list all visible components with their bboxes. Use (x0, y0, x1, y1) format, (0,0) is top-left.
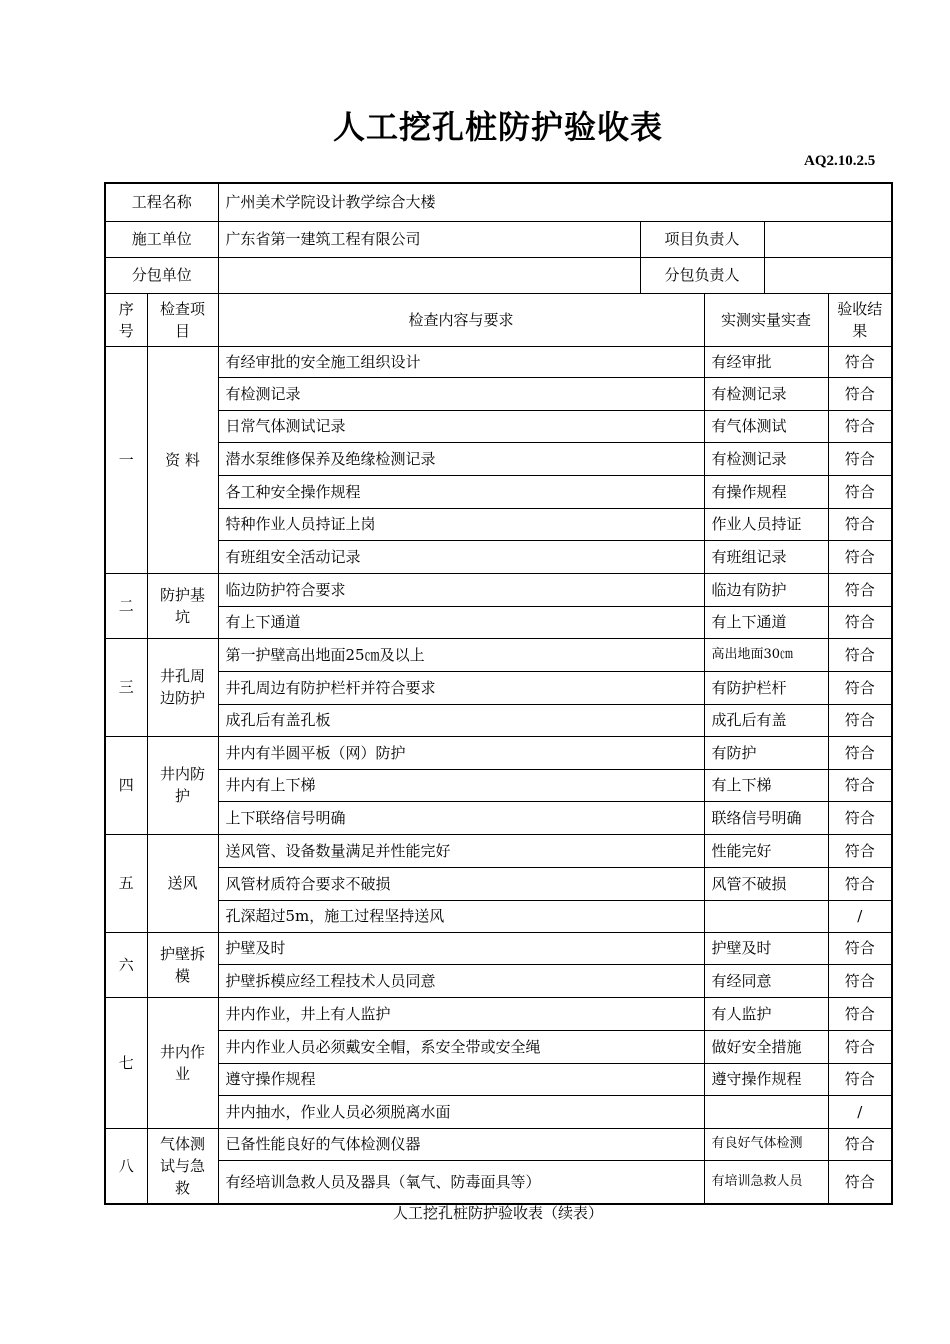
content-cell: 日常气体测试记录 (218, 410, 704, 442)
section-seq: 六 (105, 932, 147, 997)
measure-cell: 做好安全措施 (704, 1030, 828, 1063)
content-cell: 护壁拆模应经工程技术人员同意 (218, 964, 704, 997)
sub-value (218, 257, 640, 293)
measure-cell: 有检测记录 (704, 442, 828, 475)
table-row (105, 1095, 892, 1128)
result-cell: 符合 (828, 475, 892, 508)
measure-cell: 有气体测试 (704, 410, 828, 442)
inspection-table (104, 182, 893, 1205)
section-item: 送风 (147, 834, 218, 932)
subcontractor-row (105, 257, 892, 293)
table-row (105, 346, 892, 377)
measure-cell: 有培训急救人员 (704, 1160, 828, 1204)
col-seq: 序号 (105, 293, 147, 346)
result-cell: 符合 (828, 867, 892, 900)
sub-pm-label: 分包负责人 (640, 257, 764, 293)
col-item: 检查项目 (147, 293, 218, 346)
sub-pm-value (764, 257, 892, 293)
measure-cell: 有检测记录 (704, 377, 828, 410)
content-cell: 特种作业人员持证上岗 (218, 508, 704, 540)
section-item: 护壁拆模 (147, 932, 218, 997)
result-cell: 符合 (828, 573, 892, 606)
result-cell: 符合 (828, 736, 892, 769)
table-row (105, 736, 892, 769)
result-cell: 符合 (828, 704, 892, 736)
table-row (105, 508, 892, 540)
measure-cell: 有良好气体检测 (704, 1128, 828, 1160)
result-cell: 符合 (828, 540, 892, 573)
section-seq: 三 (105, 638, 147, 736)
table-row (105, 997, 892, 1030)
measure-cell: 有经同意 (704, 964, 828, 997)
section-item: 资 料 (147, 346, 218, 573)
table-row (105, 475, 892, 508)
content-cell: 有经培训急救人员及器具（氧气、防毒面具等） (218, 1160, 704, 1204)
measure-cell: 性能完好 (704, 834, 828, 867)
result-cell: 符合 (828, 377, 892, 410)
table-row (105, 1030, 892, 1063)
content-cell: 风管材质符合要求不破损 (218, 867, 704, 900)
content-cell: 井内有半圆平板（网）防护 (218, 736, 704, 769)
measure-cell: 风管不破损 (704, 867, 828, 900)
content-cell: 第一护壁高出地面25㎝及以上 (218, 638, 704, 671)
measure-cell: 作业人员持证 (704, 508, 828, 540)
section-seq: 七 (105, 997, 147, 1128)
section-item: 气体测试与急救 (147, 1128, 218, 1204)
result-cell: / (828, 900, 892, 932)
table-row (105, 801, 892, 834)
content-cell: 井内有上下梯 (218, 769, 704, 801)
measure-cell: 临边有防护 (704, 573, 828, 606)
pm-value (764, 221, 892, 257)
measure-cell: 遵守操作规程 (704, 1063, 828, 1095)
form-code: AQ2.10.2.5 (804, 153, 876, 169)
measure-cell: 有人监护 (704, 997, 828, 1030)
result-cell: 符合 (828, 769, 892, 801)
result-cell: 符合 (828, 1063, 892, 1095)
content-cell: 井内作业人员必须戴安全帽，系安全带或安全绳 (218, 1030, 704, 1063)
section-seq: 二 (105, 573, 147, 638)
content-cell: 潜水泵维修保养及绝缘检测记录 (218, 442, 704, 475)
col-content: 检查内容与要求 (218, 293, 704, 346)
table-row (105, 573, 892, 606)
result-cell: 符合 (828, 932, 892, 964)
section-seq: 五 (105, 834, 147, 932)
result-cell: 符合 (828, 410, 892, 442)
measure-cell: 成孔后有盖 (704, 704, 828, 736)
col-result: 验收结果 (828, 293, 892, 346)
sub-label: 分包单位 (105, 257, 218, 293)
result-cell: 符合 (828, 606, 892, 638)
result-cell: 符合 (828, 638, 892, 671)
measure-cell: 高出地面30㎝ (704, 638, 828, 671)
content-cell: 护壁及时 (218, 932, 704, 964)
section-seq: 一 (105, 346, 147, 573)
content-cell: 井孔周边有防护栏杆并符合要求 (218, 671, 704, 704)
measure-cell: 有上下通道 (704, 606, 828, 638)
table-row (105, 964, 892, 997)
measure-cell: 联络信号明确 (704, 801, 828, 834)
measure-cell (704, 900, 828, 932)
table-row (105, 410, 892, 442)
table-row (105, 671, 892, 704)
section-item: 井孔周边防护 (147, 638, 218, 736)
content-cell: 已备性能良好的气体检测仪器 (218, 1128, 704, 1160)
measure-cell: 护壁及时 (704, 932, 828, 964)
project-label: 工程名称 (105, 183, 218, 221)
result-cell: 符合 (828, 508, 892, 540)
table-row (105, 1128, 892, 1160)
result-cell: 符合 (828, 1128, 892, 1160)
content-cell: 临边防护符合要求 (218, 573, 704, 606)
measure-cell: 有经审批 (704, 346, 828, 377)
page-title: 人工挖孔桩防护验收表 (332, 108, 663, 146)
result-cell: 符合 (828, 671, 892, 704)
result-cell: 符合 (828, 801, 892, 834)
measure-cell: 有防护 (704, 736, 828, 769)
content-cell: 上下联络信号明确 (218, 801, 704, 834)
result-cell: / (828, 1095, 892, 1128)
table-row (105, 704, 892, 736)
content-cell: 遵守操作规程 (218, 1063, 704, 1095)
table-row (105, 638, 892, 671)
table-row (105, 377, 892, 410)
measure-cell (704, 1095, 828, 1128)
section-seq: 八 (105, 1128, 147, 1204)
table-row (105, 442, 892, 475)
measure-cell: 有上下梯 (704, 769, 828, 801)
table-row (105, 540, 892, 573)
content-cell: 井内作业，井上有人监护 (218, 997, 704, 1030)
col-measure: 实测实量实查 (704, 293, 828, 346)
table-row (105, 900, 892, 932)
table-row (105, 867, 892, 900)
result-cell: 符合 (828, 997, 892, 1030)
contractor-row (105, 221, 892, 257)
content-cell: 孔深超过5m，施工过程坚持送风 (218, 900, 704, 932)
result-cell: 符合 (828, 964, 892, 997)
section-seq: 四 (105, 736, 147, 834)
pm-label: 项目负责人 (640, 221, 764, 257)
section-item: 井内作业 (147, 997, 218, 1128)
result-cell: 符合 (828, 442, 892, 475)
footer-caption: 人工挖孔桩防护验收表（续表） (392, 1204, 603, 1222)
content-cell: 有班组安全活动记录 (218, 540, 704, 573)
table-row (105, 1160, 892, 1204)
contractor-value: 广东省第一建筑工程有限公司 (218, 221, 640, 257)
project-row (105, 183, 892, 221)
contractor-label: 施工单位 (105, 221, 218, 257)
content-cell: 有检测记录 (218, 377, 704, 410)
result-cell: 符合 (828, 1160, 892, 1204)
column-header-row (105, 293, 892, 346)
result-cell: 符合 (828, 1030, 892, 1063)
table-row (105, 769, 892, 801)
result-cell: 符合 (828, 834, 892, 867)
measure-cell: 有防护栏杆 (704, 671, 828, 704)
table-row (105, 606, 892, 638)
measure-cell: 有操作规程 (704, 475, 828, 508)
content-cell: 有上下通道 (218, 606, 704, 638)
measure-cell: 有班组记录 (704, 540, 828, 573)
content-cell: 井内抽水，作业人员必须脱离水面 (218, 1095, 704, 1128)
project-value: 广州美术学院设计教学综合大楼 (218, 183, 892, 221)
table-row (105, 834, 892, 867)
result-cell: 符合 (828, 346, 892, 377)
content-cell: 有经审批的安全施工组织设计 (218, 346, 704, 377)
content-cell: 各工种安全操作规程 (218, 475, 704, 508)
content-cell: 送风管、设备数量满足并性能完好 (218, 834, 704, 867)
table-row (105, 932, 892, 964)
content-cell: 成孔后有盖孔板 (218, 704, 704, 736)
section-item: 防护基坑 (147, 573, 218, 638)
section-item: 井内防护 (147, 736, 218, 834)
table-row (105, 1063, 892, 1095)
